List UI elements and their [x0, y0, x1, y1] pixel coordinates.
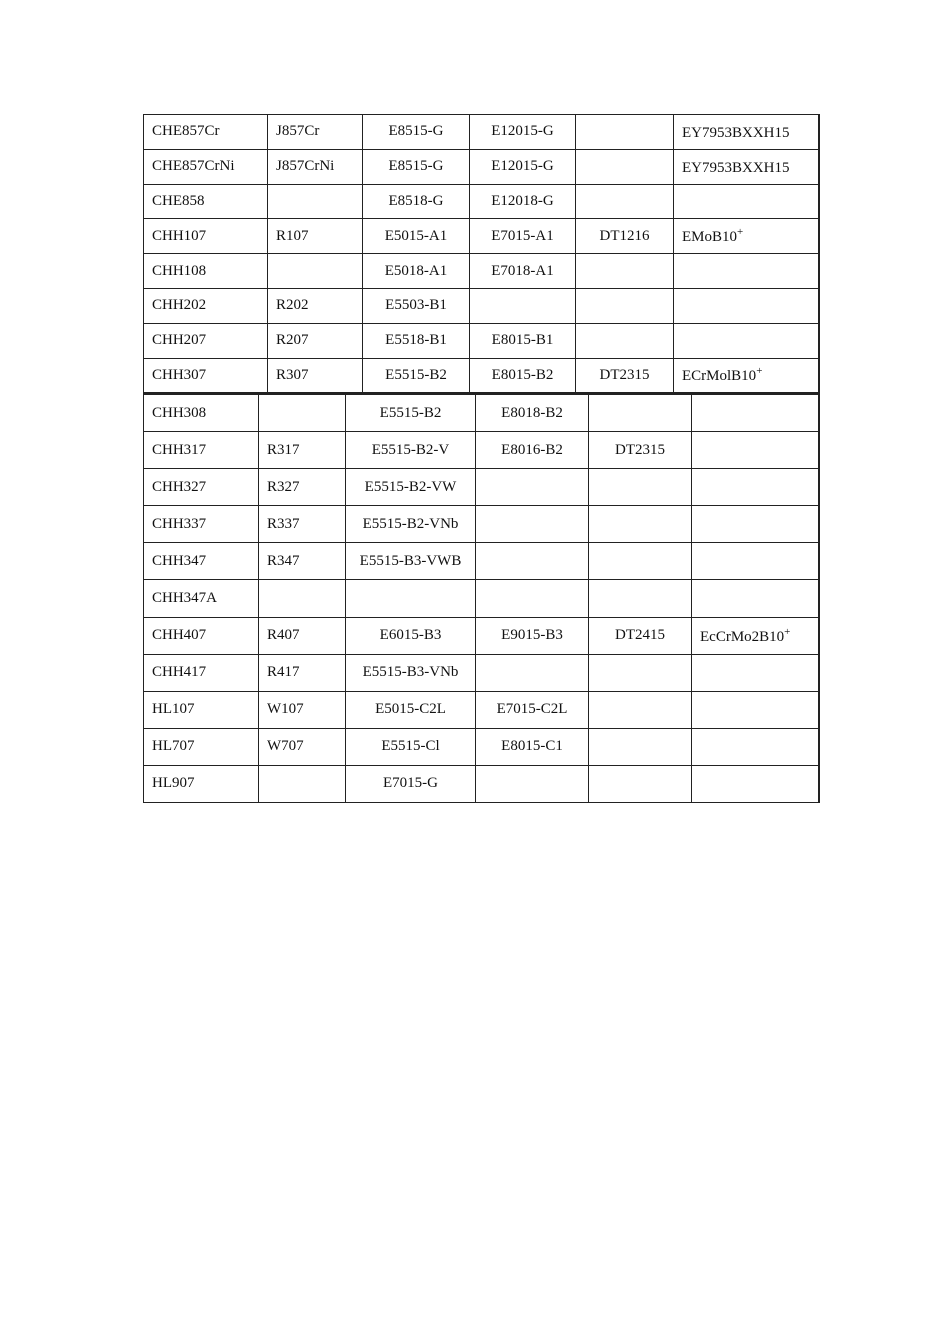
- table-cell: [144, 323, 268, 358]
- table-cell: [476, 469, 589, 506]
- table-cell: [674, 184, 819, 219]
- cell-text: E5515-B2: [385, 366, 447, 383]
- cell-text: E9015-B3: [501, 627, 563, 644]
- table-cell: [268, 254, 363, 289]
- table-cell: [589, 469, 692, 506]
- table-cell: [576, 323, 674, 358]
- cell-text: E8018-B2: [501, 404, 563, 421]
- table-row: [144, 115, 819, 150]
- table-cell: [674, 358, 819, 393]
- cell-text: R317: [267, 441, 300, 458]
- table-cell: [144, 580, 259, 617]
- table-cell: [470, 149, 576, 184]
- table-cell: [476, 728, 589, 765]
- cell-text: E5515-B2: [379, 404, 442, 421]
- table-row: [144, 358, 819, 393]
- cell-text: E12015-G: [491, 158, 554, 175]
- table-cell: [692, 506, 819, 543]
- table-cell: [476, 765, 589, 802]
- table-cell: [476, 580, 589, 617]
- table-cell: [692, 469, 819, 506]
- table-cell: [476, 506, 589, 543]
- table-cell: [674, 219, 819, 254]
- table-cell: [363, 323, 470, 358]
- cell-text: CHH337: [152, 515, 207, 532]
- table-cell: [363, 115, 470, 150]
- table-cell: [144, 765, 259, 802]
- table-cell: [346, 654, 476, 691]
- table-cell: [144, 506, 259, 543]
- cell-text: CHH347: [152, 552, 207, 569]
- cell-text: EY7953BXXH15: [682, 124, 790, 141]
- table-cell: [589, 654, 692, 691]
- table-row: [144, 288, 819, 323]
- table-cell: [476, 432, 589, 469]
- cell-text: DT1216: [599, 227, 650, 244]
- cell-text: CHH308: [152, 404, 207, 421]
- table-row: [144, 506, 819, 543]
- cell-text: J857CrNi: [276, 158, 335, 175]
- table-cell: [692, 765, 819, 802]
- table-cell: [692, 580, 819, 617]
- table-cell: [692, 617, 819, 654]
- cell-text: R207: [276, 332, 309, 349]
- cell-text: DT2415: [615, 627, 665, 644]
- cell-text: E7015-G: [383, 775, 438, 792]
- cell-text: R107: [276, 227, 309, 244]
- cell-text: R347: [267, 552, 300, 569]
- table-cell: [144, 617, 259, 654]
- table-cell: [576, 115, 674, 150]
- cell-text: HL107: [152, 701, 195, 718]
- table-cell: [144, 395, 259, 432]
- table-cell: [476, 654, 589, 691]
- cell-text: E5515-B2-VNb: [362, 515, 459, 532]
- table-cell: [470, 184, 576, 219]
- table-cell: [268, 115, 363, 150]
- cell-text: E5515-B2-VW: [364, 478, 457, 495]
- table-cell: [589, 728, 692, 765]
- table-row: [144, 219, 819, 254]
- cell-text: E7015-C2L: [496, 701, 568, 718]
- cell-text: E7015-A1: [491, 227, 554, 244]
- table-cell: [268, 323, 363, 358]
- cell-text: CHH107: [152, 227, 207, 244]
- table-cell: [589, 395, 692, 432]
- cell-text: EcCrMo2B10: [700, 628, 785, 645]
- cell-text: CHH307: [152, 366, 207, 383]
- cell-text: E12015-G: [491, 123, 554, 140]
- table-cell: [576, 219, 674, 254]
- cell-text: E5515-Cl: [381, 738, 440, 755]
- table-cell: [589, 543, 692, 580]
- table-cell: [589, 506, 692, 543]
- table-cell: [144, 654, 259, 691]
- cell-text: R202: [276, 297, 309, 314]
- table-cell: [674, 115, 819, 150]
- cell-text: E12018-G: [491, 192, 554, 209]
- cell-text: R337: [267, 515, 300, 532]
- table-cell: [346, 469, 476, 506]
- table-cell: [363, 288, 470, 323]
- cell-text: CHH327: [152, 478, 207, 495]
- table-cell: [346, 506, 476, 543]
- table-cell: [144, 691, 259, 728]
- cell-text: E5015-A1: [384, 227, 448, 244]
- table-cell: [259, 506, 346, 543]
- table-cell: [470, 288, 576, 323]
- table-cell: [346, 543, 476, 580]
- cell-text: EMoB10: [682, 229, 738, 246]
- table-row: [144, 691, 819, 728]
- superscript-mark: +: [784, 625, 791, 638]
- table-row: [144, 580, 819, 617]
- table-cell: [268, 358, 363, 393]
- cell-text: E6015-B3: [379, 627, 442, 644]
- table-cell: [259, 469, 346, 506]
- cell-text: E5503-B1: [385, 297, 447, 314]
- table-row: [144, 184, 819, 219]
- table-cell: [363, 358, 470, 393]
- table-cell: [144, 219, 268, 254]
- table-row: [144, 432, 819, 469]
- superscript-mark: +: [756, 365, 763, 378]
- table-cell: [692, 691, 819, 728]
- table-cell: [692, 543, 819, 580]
- table-body: [144, 115, 819, 394]
- cell-text: E7018-A1: [491, 262, 554, 279]
- table-cell: [470, 115, 576, 150]
- table-cell: [589, 765, 692, 802]
- table-cell: [144, 358, 268, 393]
- table-cell: [470, 219, 576, 254]
- table-cell: [363, 184, 470, 219]
- table-cell: [692, 728, 819, 765]
- table-cell: [576, 288, 674, 323]
- table-cell: [476, 395, 589, 432]
- table-cell: [476, 617, 589, 654]
- table-cell: [144, 543, 259, 580]
- cell-text: E5515-B3-VNb: [362, 664, 459, 681]
- table-cell: [144, 288, 268, 323]
- table-cell: [259, 580, 346, 617]
- cell-text: J857Cr: [276, 123, 320, 140]
- table-row: [144, 617, 819, 654]
- table-cell: [346, 580, 476, 617]
- cell-text: CHH202: [152, 297, 207, 314]
- cell-text: E8515-G: [388, 123, 444, 140]
- table-row: [144, 728, 819, 765]
- cell-text: DT2315: [599, 366, 650, 383]
- table-cell: [259, 432, 346, 469]
- table-cell: [674, 254, 819, 289]
- cell-text: CHE857CrNi: [152, 158, 235, 175]
- table-cell: [470, 358, 576, 393]
- table-row: [144, 654, 819, 691]
- table-cell: [144, 728, 259, 765]
- table-cell: [346, 432, 476, 469]
- table-cell: [363, 219, 470, 254]
- table-cell: [346, 728, 476, 765]
- table-cell: [470, 254, 576, 289]
- table-cell: [144, 432, 259, 469]
- table-cell: [470, 323, 576, 358]
- cell-text: CHH317: [152, 441, 207, 458]
- cell-text: DT2315: [615, 441, 665, 458]
- table-cell: [692, 654, 819, 691]
- table-cell: [268, 184, 363, 219]
- cell-text: CHE858: [152, 192, 205, 209]
- table-cell: [346, 395, 476, 432]
- table-cell: [692, 432, 819, 469]
- cell-text: E5515-B3-VWB: [359, 552, 462, 569]
- table-cell: [692, 395, 819, 432]
- table-cell: [589, 617, 692, 654]
- table-cell: [259, 617, 346, 654]
- cell-text: E5515-B2-V: [371, 441, 450, 458]
- table-row: [144, 543, 819, 580]
- cell-text: R307: [276, 366, 309, 383]
- table-cell: [144, 149, 268, 184]
- table-row: [144, 323, 819, 358]
- table-body: [144, 395, 819, 803]
- table-cell: [576, 149, 674, 184]
- cell-text: W707: [267, 738, 304, 755]
- cell-text: EY7953BXXH15: [682, 159, 790, 176]
- cell-text: ECrMolB10: [682, 368, 757, 385]
- table-cell: [576, 358, 674, 393]
- table-row: [144, 254, 819, 289]
- table-cell: [259, 691, 346, 728]
- cell-text: E8015-B2: [491, 366, 554, 383]
- table-cell: [259, 395, 346, 432]
- cell-text: HL707: [152, 738, 195, 755]
- cell-text: E8518-G: [388, 192, 444, 209]
- table-cell: [144, 469, 259, 506]
- cell-text: CHH347A: [152, 590, 218, 607]
- table-row: [144, 765, 819, 802]
- table-row: [144, 469, 819, 506]
- cell-text: E5518-B1: [385, 332, 447, 349]
- cell-text: E5018-A1: [384, 262, 448, 279]
- table-row: [144, 149, 819, 184]
- table-cell: [589, 691, 692, 728]
- table-cell: [589, 432, 692, 469]
- cell-text: E8015-C1: [501, 738, 563, 755]
- table-cell: [674, 288, 819, 323]
- cell-text: W107: [267, 701, 304, 718]
- table-cell: [576, 254, 674, 289]
- table-cell: [268, 219, 363, 254]
- table-cell: [476, 691, 589, 728]
- table-cell: [589, 580, 692, 617]
- electrode-table-upper: [143, 114, 820, 394]
- table-cell: [346, 765, 476, 802]
- table-cell: [259, 765, 346, 802]
- table-cell: [576, 184, 674, 219]
- cell-text: CHE857Cr: [152, 123, 220, 140]
- table-cell: [259, 728, 346, 765]
- table-cell: [346, 691, 476, 728]
- table-cell: [476, 543, 589, 580]
- cell-text: E8015-B1: [491, 332, 554, 349]
- cell-text: R407: [267, 627, 300, 644]
- cell-text: HL907: [152, 775, 195, 792]
- table-cell: [363, 254, 470, 289]
- cell-text: CHH417: [152, 664, 207, 681]
- table-cell: [144, 184, 268, 219]
- table-cell: [144, 254, 268, 289]
- table-cell: [268, 288, 363, 323]
- table-cell: [259, 654, 346, 691]
- cell-text: E8016-B2: [501, 441, 563, 458]
- table-cell: [674, 323, 819, 358]
- table-cell: [674, 149, 819, 184]
- cell-text: E8515-G: [388, 158, 444, 175]
- superscript-mark: +: [737, 226, 744, 239]
- table-row: [144, 395, 819, 432]
- table-cell: [268, 149, 363, 184]
- cell-text: CHH108: [152, 262, 207, 279]
- table-cell: [144, 115, 268, 150]
- table-cell: [346, 617, 476, 654]
- cell-text: CHH407: [152, 627, 207, 644]
- cell-text: CHH207: [152, 332, 207, 349]
- table-cell: [363, 149, 470, 184]
- table-cell: [259, 543, 346, 580]
- electrode-table-lower: [143, 394, 820, 803]
- cell-text: E5015-C2L: [375, 701, 446, 718]
- cell-text: R327: [267, 478, 300, 495]
- cell-text: R417: [267, 664, 300, 681]
